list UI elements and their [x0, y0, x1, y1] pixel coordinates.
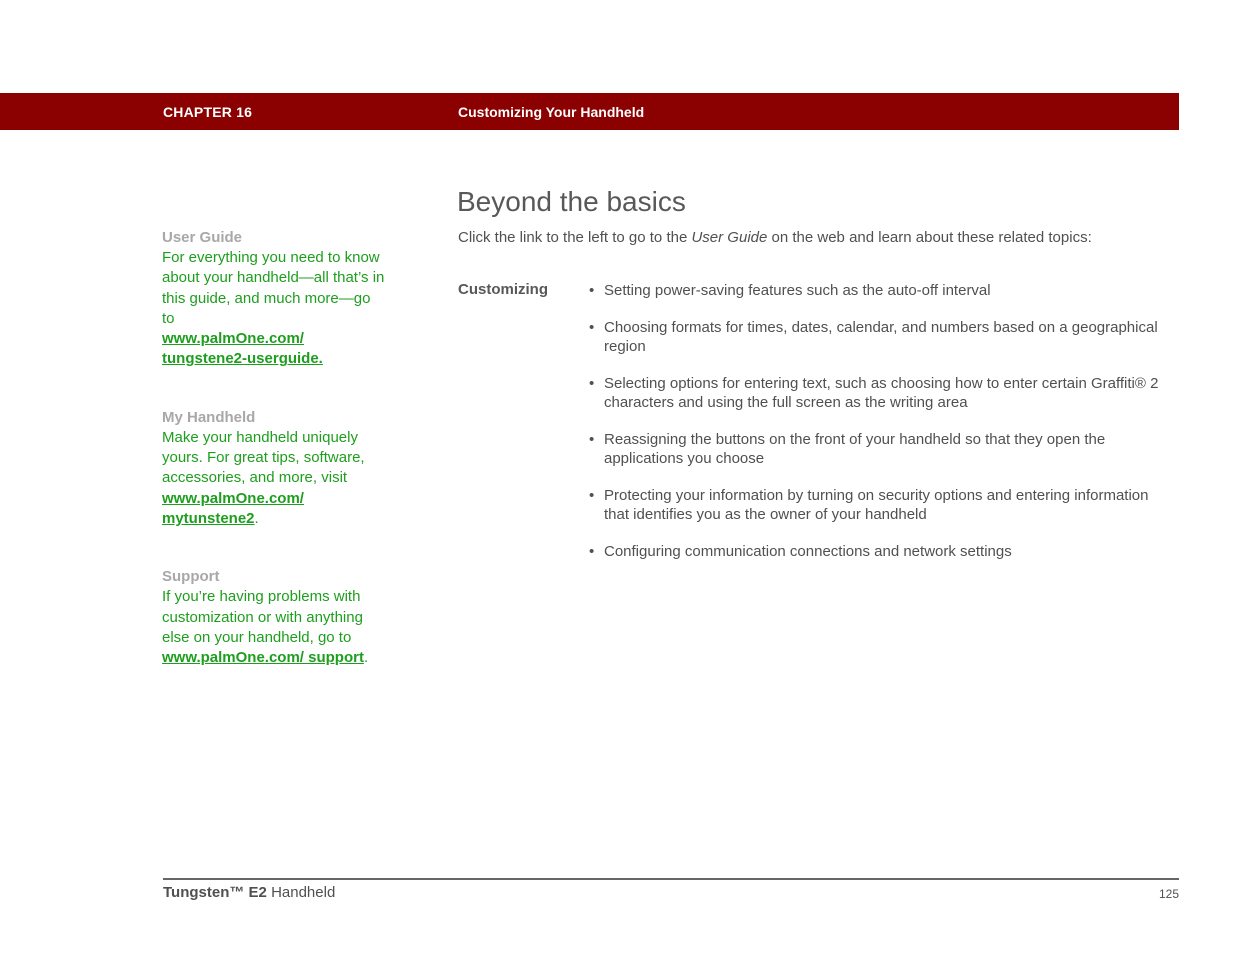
sidebar-text [162, 428, 387, 529]
user-guide-link[interactable]: www.palmOne.com/ tungstene2-userguide. [162, 330, 323, 368]
sidebar-description: If you’re having problems with customization or with anything else on your handheld, go to [162, 588, 363, 646]
footer-product [163, 884, 335, 901]
footer-product-bold: Tungsten™ E2 [163, 884, 267, 901]
sidebar-block-my-handheld [162, 408, 387, 529]
sidebar-text [162, 587, 387, 668]
intro-text [458, 228, 1092, 247]
bullet-icon: • [589, 375, 595, 392]
sidebar-description: For everything you need to know about your handheld—all that’s in this guide, and much more—go to [162, 249, 385, 327]
sidebar-title: User Guide [162, 229, 243, 246]
list-item [589, 318, 1169, 356]
bullet-icon: • [589, 282, 595, 299]
list-item-text: Protecting your information by turning on security options and entering information that identifies you as the owner of your handheld [604, 487, 1149, 523]
list-item-text: Configuring communication connections and network settings [604, 543, 1012, 560]
list-item-text: Reassigning the buttons on the front of your handheld so that they open the applications you choose [604, 431, 1106, 467]
list-item [589, 542, 1169, 561]
list-item [589, 374, 1169, 412]
sidebar [162, 228, 387, 706]
topic-list [589, 281, 1169, 579]
intro-after: on the web and learn about these related topics: [767, 229, 1092, 246]
list-item [589, 281, 1169, 300]
page-title: Beyond the basics [457, 186, 686, 217]
list-item-text: Setting power-saving features such as the auto-off interval [604, 282, 991, 299]
support-link[interactable]: www.palmOne.com/ support [162, 649, 364, 667]
bullet-icon: • [589, 487, 595, 504]
sidebar-block-support [162, 567, 387, 668]
intro-before: Click the link to the left to go to the [458, 229, 692, 246]
sidebar-block-user-guide [162, 228, 387, 370]
sidebar-title: Support [162, 568, 220, 586]
footer-product-rest: Handheld [266, 884, 336, 901]
chapter-label: CHAPTER 16 [163, 104, 253, 120]
page-number: 125 [1158, 887, 1179, 901]
sidebar-description: Make your handheld uniquely yours. For great tips, software, accessories, and more, visit [162, 428, 365, 487]
list-item [589, 486, 1169, 524]
intro-emphasis: User Guide [691, 229, 768, 246]
bullet-icon: • [589, 543, 595, 560]
footer-divider [163, 878, 1179, 880]
topic-label: Customizing [458, 281, 548, 298]
list-item [589, 430, 1169, 468]
list-item-text: Choosing formats for times, dates, calendar, and numbers based on a geographical region [604, 319, 1158, 355]
sidebar-text [162, 248, 387, 370]
sidebar-title: My Handheld [162, 408, 256, 426]
chapter-title: Customizing Your Handheld [458, 104, 645, 120]
bullet-icon: • [589, 431, 595, 448]
my-handheld-link[interactable]: www.palmOne.com/ mytunstene2 [162, 489, 304, 527]
sidebar-link-suffix: . [254, 509, 259, 527]
bullet-icon: • [589, 319, 595, 336]
list-item-text: Selecting options for entering text, such as choosing how to enter certain Graffiti® 2 characters and using the full screen as the writing area [604, 375, 1159, 411]
sidebar-link-suffix: . [363, 649, 369, 667]
